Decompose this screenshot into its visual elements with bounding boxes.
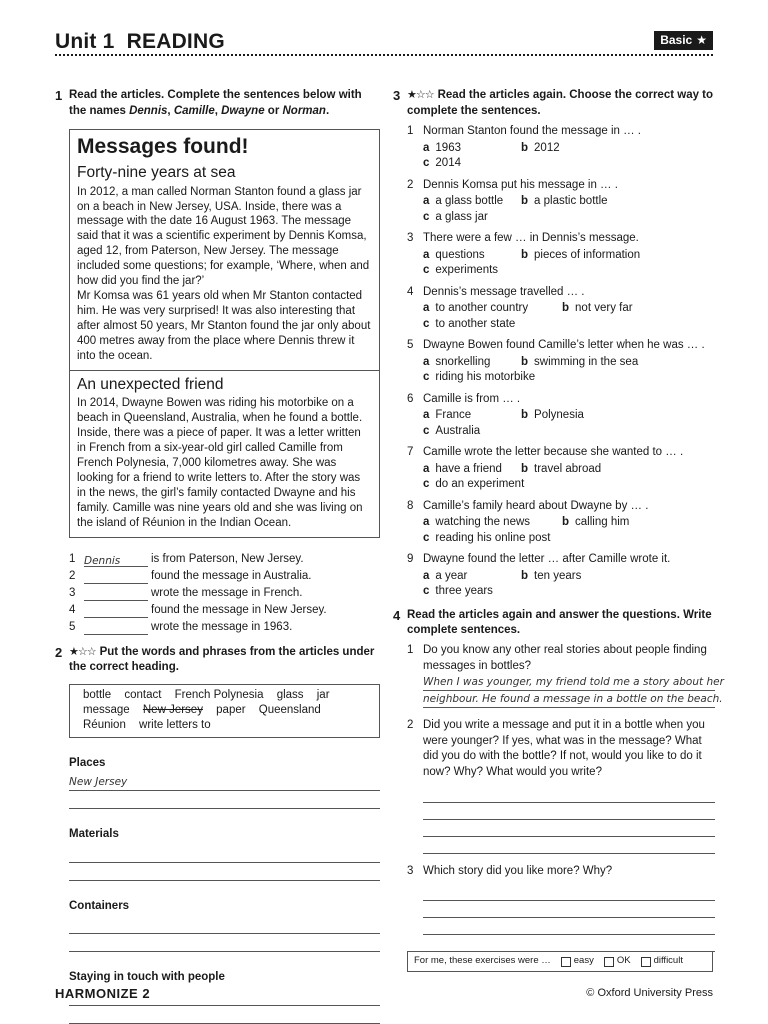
option-b[interactable]: b ten years xyxy=(521,569,582,582)
answer-blank[interactable] xyxy=(84,588,148,601)
option-b[interactable]: b not very far xyxy=(562,302,633,315)
answer-line[interactable]: New Jersey xyxy=(69,773,380,791)
answer-line[interactable] xyxy=(423,803,715,820)
word-item: paper xyxy=(216,703,246,716)
word-box xyxy=(69,684,380,738)
answer-line[interactable] xyxy=(69,845,380,863)
answer-line[interactable] xyxy=(423,935,715,952)
level-badge: Basic ★ xyxy=(654,31,713,50)
word-item: French Polynesia xyxy=(174,688,264,701)
category-containers: Containers xyxy=(69,899,380,953)
difficult-checkbox[interactable] xyxy=(641,957,651,967)
option-a[interactable]: a a glass bottle xyxy=(423,195,504,208)
brand-logo: HARMONIZE 2 xyxy=(55,986,151,1001)
difficulty-stars-icon: ★☆☆ xyxy=(407,89,434,101)
option-a[interactable]: a a year xyxy=(423,569,468,582)
question-item: 2 Did you write a message and put it in a bottle when you were younger? If yes, what was in the message? What did you do with the bottle? If not, would you like to do it now? Why? What would you write? xyxy=(407,718,715,854)
exercise-4-questions xyxy=(393,643,724,952)
feedback-box: For me, these exercises were … easy OK difficult xyxy=(407,951,713,972)
article-1-title: Forty-nine years at sea xyxy=(77,164,236,182)
article-1-paragraph-2: Mr Komsa was 61 years old when Mr Stanton contacted him. He was very surprised! It was also interesting that after almost 50 years, Mr Stanton found the jar only about 400 metres away from the place where Dennis threw it into the ocean. xyxy=(77,290,371,362)
option-a[interactable]: a have a friend xyxy=(423,462,502,475)
page-header xyxy=(55,28,713,54)
option-a[interactable]: a France xyxy=(423,409,472,422)
question-item: 3 Which story did you like more? Why? xyxy=(407,864,715,952)
word-item: glass xyxy=(276,688,304,701)
question-item: 9 Dwayne found the letter … after Camille wrote it. a a year b ten years c three years xyxy=(407,552,715,600)
articles-box xyxy=(69,129,380,538)
answer-blank[interactable]: Dennis xyxy=(84,554,148,567)
answer-line[interactable] xyxy=(423,786,715,803)
category-materials: Materials xyxy=(69,827,380,881)
option-c[interactable]: c riding his motorbike xyxy=(423,371,536,384)
option-b[interactable]: b a plastic bottle xyxy=(521,195,608,208)
option-c[interactable]: c reading his online post xyxy=(423,531,551,544)
box-title: Messages found! xyxy=(77,135,249,159)
answer-line[interactable]: neighbour. He found a message in a bottle on the beach. xyxy=(423,691,715,708)
answer-line[interactable] xyxy=(423,884,715,901)
right-column xyxy=(393,88,724,958)
exercise-2-instruction: 2 ★☆☆ Put the words and phrases from the articles under the correct heading. xyxy=(55,644,375,674)
question-item: 2 Dennis Komsa put his message in … . a a glass bottle b a plastic bottle c a glass jar xyxy=(407,178,715,226)
answer-line[interactable] xyxy=(69,934,380,952)
exercise-3-instruction: 3 ★☆☆ Read the articles again. Choose the correct way to complete the sentences. xyxy=(393,88,714,117)
question-item: 5 Dwayne Bowen found Camille’s letter when he was … . a snorkelling b swimming in the sea c riding his motorbike xyxy=(407,338,715,386)
answer-blank[interactable] xyxy=(84,622,148,635)
option-a[interactable]: a questions xyxy=(423,248,485,261)
exercise-1-instruction: 1 Read the articles. Complete the sentences below with the names Dennis, Camille, Dwayne or Norman. xyxy=(55,88,362,117)
answer-line[interactable] xyxy=(69,863,380,881)
question-item: 4 Dennis’s message travelled … . a to another country b not very far c to another state xyxy=(407,285,715,333)
option-a[interactable]: a 1963 xyxy=(423,141,461,154)
exercise-3-questions xyxy=(407,124,715,600)
category-staying-in-touch: Staying in touch with people xyxy=(69,970,380,1024)
word-item: write letters to xyxy=(139,718,211,731)
answer-line[interactable]: When I was younger, my friend told me a story about her xyxy=(423,674,715,691)
answer-line[interactable] xyxy=(423,820,715,837)
left-column xyxy=(55,88,380,1024)
option-b[interactable]: b pieces of information xyxy=(521,248,641,261)
option-b[interactable]: b swimming in the sea xyxy=(521,355,639,368)
option-b[interactable]: b 2012 xyxy=(521,141,560,154)
difficulty-stars-icon: ★☆☆ xyxy=(69,645,96,658)
easy-checkbox[interactable] xyxy=(561,957,571,967)
word-item: jar xyxy=(316,688,330,701)
answer-blank[interactable] xyxy=(84,571,148,584)
question-item: 7 Camille wrote the letter because she wanted to … . a have a friend b travel abroad c do an experiment xyxy=(407,445,715,493)
exercise-1-sentences xyxy=(69,552,380,637)
answer-line[interactable] xyxy=(423,837,715,854)
question-item: 1 Norman Stanton found the message in … . a 1963 b 2012 c 2014 xyxy=(407,124,715,172)
question-item: 3 There were a few … in Dennis’s message. a questions b pieces of information c experiments xyxy=(407,231,715,279)
option-c[interactable]: c 2014 xyxy=(423,157,461,170)
answer-line[interactable] xyxy=(69,916,380,934)
article-2-title: An unexpected friend xyxy=(77,375,224,393)
list-item: 5 wrote the message in 1963. xyxy=(69,620,380,637)
word-item: Queensland xyxy=(258,703,321,716)
star-icon: ★ xyxy=(696,33,707,47)
list-item: 3 wrote the message in French. xyxy=(69,586,380,603)
article-2-paragraph: In 2014, Dwayne Bowen was riding his motorbike on a beach in Queensland, Australia, when he found a bottle. Inside, there was a piece of paper. It was a letter written in French from a six-year-old girl called Camille from French Polynesia, 7,000 kilometres away. She was looking for a friend to write letters to. After the story was in the news, the girl’s family contacted Dwayne and his family. Camille was nine years old and she was living on the island of Réunion in the Indian Ocean. xyxy=(77,397,363,529)
word-item: bottle xyxy=(83,688,112,701)
word-item: contact xyxy=(124,688,162,701)
page-title: Unit 1 READING xyxy=(55,30,225,53)
copyright: © Oxford University Press xyxy=(586,987,713,999)
question-item: 1 Do you know any other real stories about people finding messages in bottles? When I was younger, my friend told me a story about her neighbour. He found a message in a bottle on the beach. xyxy=(407,643,715,708)
answer-line[interactable] xyxy=(69,1006,380,1024)
answer-line[interactable] xyxy=(69,791,380,809)
list-item: 2 found the message in Australia. xyxy=(69,569,380,586)
word-item: Réunion xyxy=(83,718,126,731)
option-b[interactable]: b travel abroad xyxy=(521,462,602,475)
word-item: message xyxy=(83,703,130,716)
option-c[interactable]: c do an experiment xyxy=(423,478,525,491)
article-1-paragraph-1: In 2012, a man called Norman Stanton found a glass jar on a beach in New Jersey, USA. Inside, there was a message with the date 16 August 1963. The message said that it was a scientific experiment by Dennis Komsa, aged 12, from Paterson, New Jersey. The message included some questions; for example, ‘Where, when and how did you find the jar?’ xyxy=(77,185,370,288)
exercise-4-instruction: 4 Read the articles again and answer the questions. Write complete sentences. xyxy=(393,607,712,637)
category-places: Places New Jersey xyxy=(69,756,380,810)
option-c[interactable]: c to another state xyxy=(423,317,516,330)
option-b[interactable]: b Polynesia xyxy=(521,409,584,422)
question-item: 6 Camille is from … . a France b Polynesia c Australia xyxy=(407,392,715,440)
list-item: 1 Dennis is from Paterson, New Jersey. xyxy=(69,552,304,568)
option-c[interactable]: c Australia xyxy=(423,424,481,437)
answer-blank[interactable] xyxy=(84,605,148,618)
answer-line[interactable] xyxy=(423,918,715,935)
word-item-used: New Jersey xyxy=(142,703,203,716)
article-1 xyxy=(70,130,379,370)
option-a[interactable]: a snorkelling xyxy=(423,355,491,368)
header-divider xyxy=(55,54,713,56)
option-c[interactable]: c a glass jar xyxy=(423,210,488,223)
answer-line[interactable] xyxy=(423,901,715,918)
option-c[interactable]: c experiments xyxy=(423,264,499,277)
option-a[interactable]: a watching the news xyxy=(423,516,531,529)
option-a[interactable]: a to another country xyxy=(423,302,529,315)
ok-checkbox[interactable] xyxy=(604,957,614,967)
option-b[interactable]: b calling him xyxy=(562,516,630,529)
article-2 xyxy=(70,370,379,537)
list-item: 4 found the message in New Jersey. xyxy=(69,603,380,620)
question-item: 8 Camille’s family heard about Dwayne by … . a watching the news b calling him c reading his online post xyxy=(407,499,715,547)
option-c[interactable]: c three years xyxy=(423,585,493,598)
